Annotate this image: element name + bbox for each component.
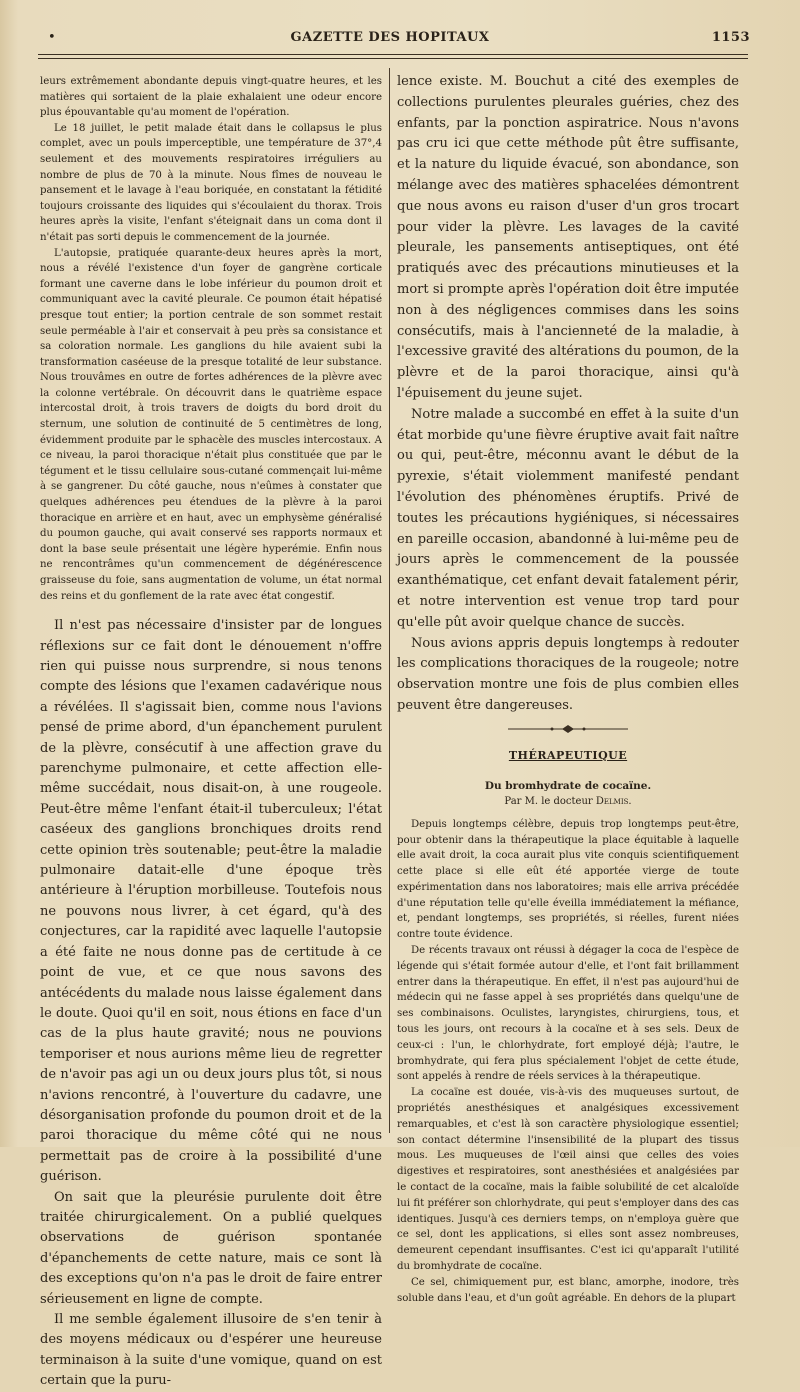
paragraph: Il me semble également illusoire de s'en tenir à des moyens médicaux ou d'espérer une heureuse terminaison à la suite d'une vomique, quand on est certain que la puru- xyxy=(40,1312,382,1389)
right-column xyxy=(397,72,739,1306)
paragraph: L'autopsie, pratiquée quarante-deux heures après la mort, nous a révélé l'existence d'un foyer de gangrène corticale formant une caverne dans le lobe inférieur du poumon droit et communiquant avec la cavité pleurale. Ce poumon était hépatisé presque tout entier; la portion centrale de son sommet restait seule perméable à l'air et conservait à peu près sa consistance et sa coloration normale. Les ganglions du hile avaient subi la transformation caséeuse de la presque totalité de leur substance. Nous trouvâmes en outre de fortes adhérences de la plèvre avec la colonne vertébrale. On découvrit dans le quatrième espace intercostal droit, à trois travers de doigts du bord droit du sternum, une solution de continuité de 5 centimètres de long, évidemment produite par le sphacèle des muscles intercostaux. A ce niveau, la paroi thoracique n'était plus constituée que par le tégument et le tissu cellulaire sous-cutané commençait lui-même à se gangrener. Du côté gauche, nous n'eûmes à constater que quelques adhérences peu étendues de la plèvre à la paroi thoracique en arrière et en haut, avec un emphysème généralisé du poumon gauche, qui avait conservé ses rapports normaux et dont la base seule présentait une légère hyperémie. Enfin nous ne rencontrâmes qu'un commencement de dégénérescence graisseuse du foie, sans augmentation de volume, un état normal des reins et du gonflement de la rate avec état congestif. xyxy=(40,247,382,602)
paragraph: Depuis longtemps célèbre, depuis trop longtemps peut-être, pour obtenir dans la thérapeutique la place équitable à laquelle elle avait droit, la coca aurait plus vite conquis scientifiquement cette place si elle eût été apportée vierge de toute expérimentation dans nos laboratoires; mais elle arriva précédée d'une réputation telle qu'elle éveilla immédiatement la méfiance, et, pendant longtemps, ses propriétés, si réelles, furent niées contre toute évidence. xyxy=(397,818,739,941)
paragraph: Notre malade a succombé en effet à la suite d'un état morbide qu'une fièvre éruptive avait fait naître ou qui, peut-être, méconnu avant le début de la pyrexie, s'était violemment manifesté pendant l'évolution des phénomènes éruptifs. Privé de toutes les précautions hygiéniques, si nécessaires en pareille occasion, abandonné à lui-même peu de jours après le commencement de la poussée exanthématique, cet enfant devait fatalement périr, et notre intervention est venue trop tard pour qu'elle pût avoir quelque chance de succès. xyxy=(397,406,739,630)
article-title: Du bromhydrate de cocaïne. xyxy=(484,779,652,792)
paragraph: Le 18 juillet, le petit malade était dans le collapsus le plus complet, avec un pouls imperceptible, une température de 37°,4 seulement et des mouvements respiratoires irréguliers au nombre de plus de 70 à la minute. Nous fîmes de nouveau le pansement et le lavage à l'eau boriquée, en constatant la fétidité toujours croissante des liquides qui s'écoulaient du thorax. Trois heures après la visite, l'enfant s'éteignait dans un coma dont il n'était pas sorti depuis le commencement de la journée. xyxy=(40,122,382,243)
paragraph: Ce sel, chimiquement pur, est blanc, amorphe, inodore, très soluble dans l'eau, et d'un goût agréable. En dehors de la plupart xyxy=(397,1276,739,1304)
left-column xyxy=(40,74,382,1392)
section-title: THÉRAPEUTIQUE xyxy=(508,748,628,762)
paragraph: Il n'est pas nécessaire d'insister par de longues réflexions sur ce fait dont le dénouement n'offre rien qui puisse nous surprendre, si nous tenons compte des lésions que l'examen cadavérique nous a révélées. Il s'agissait bien, comme nous l'avions pensé de prime abord, d'un épanchement purulent de la plèvre, consécutif à une affection grave du parenchyme pulmonaire, et cette affection elle-même succédait, nous disait-on, à une rougeole. Peut-être même l'enfant était-il tuberculeux; l'état caséeux des ganglions bronchiques droits rend cette opinion très soutenable; peut-être la maladie pulmonaire datait-elle d'une époque très antérieure à l'éruption morbilleuse. Toutefois nous ne pouvons nous livrer, à cet égard, qu'à des conjectures, car la rapidité avec laquelle l'autopsie a été faite ne nous donne pas de certitude à ce point de vue, et ce que nous savons des antécédents du malade nous laisse également dans le doute. Quoi qu'il en soit, nous étions en face d'un cas de la plus haute gravité; nous ne pouvions temporiser et nous aurions même lieu de regretter de n'avoir pas agi un ou deux jours plus tôt, si nous n'avions rencontré, à l'ouverture du cadavre, une désorganisation profonde du poumon droit et de la paroi thoracique du même côté qui ne nous permettait pas de croire à la possibilité d'une guérison. xyxy=(40,618,382,1185)
page-header xyxy=(30,30,750,50)
journal-title: GAZETTE DES HOPITAUX xyxy=(290,30,490,45)
paragraph: On sait que la pleurésie purulente doit être traitée chirurgicalement. On a publié quelques observations de guérison spontanée d'épanchements de cette nature, mais ce sont là des exceptions qu'on n'a pas le droit de faire entrer sérieusement en ligne de compte. xyxy=(40,1189,382,1307)
ornament-divider xyxy=(508,725,628,733)
header-rule xyxy=(38,54,748,55)
paragraph: De récents travaux ont réussi à dégager la coca de l'espèce de légende qui s'était formée autour d'elle, et l'ont fait brillamment entrer dans la thérapeutique. En effet, il n'est pas aujourd'hui de médecin qui ne fasse appel à ses propriétés dans quelqu'une de ses combinaisons. Oculistes, laryngistes, chirurgiens, tous, et tous les jours, ont recours à la cocaïne et à ses sels. Deux de ceux-ci : l'un, le chlorhydrate, fort employé déjà; l'autre, le bromhydrate, qui fera plus spécialement l'objet de cette étude, sont appelés à rendre de réels services à la thérapeutique. xyxy=(397,945,739,1083)
byline-prefix: Par M. le docteur xyxy=(504,795,593,807)
header-rule-thin xyxy=(38,58,748,59)
column-divider xyxy=(389,68,390,1133)
paragraph: leurs extrêmement abondante depuis vingt-quatre heures, et les matières qui sortaient de la plaie exhalaient une odeur encore plus épouvantable qu'au moment de l'opération. xyxy=(40,76,382,119)
author-name: Delmis. xyxy=(595,795,632,807)
paragraph: lence existe. M. Bouchut a cité des exemples de collections purulentes pleurales guéries, chez des enfants, par la ponction aspiratrice. Nous n'avons pas cru ici que cette méthode pût être suffisante, et la nature du liquide évacué, son abondance, son mélange avec des matières sphacelées démontrent que nous avons eu raison d'user d'un gros trocart pour vider la plèvre. Les lavages de la cavité pleurale, les pansements antiseptiques, ont été pratiqués avec des précautions minutieuses et la mort si prompte après l'opération doit être imputée non à des négligences commises dans les soins consécutifs, mais à l'ancienneté de la maladie, à l'excessive gravité des altérations du poumon, de la plèvre et de la paroi thoracique, ainsi qu'à l'épuisement du jeune sujet. xyxy=(397,74,739,401)
paragraph: La cocaïne est douée, vis-à-vis des muqueuses surtout, de propriétés anesthésiques et analgésiques excessivement remarquables, et c'est là son caractère physiologique essentiel; son contact détermine l'insensibilité de la plupart des tissus mous. Les muqueuses de l'œil ainsi que celles des voies digestives et respiratoires, sont anesthésiées et analgésiées par le contact de la cocaïne, mais la faible solubilité de cet alcaloïde lui fit préférer son chlorhydrate, qui peut s'employer dans des cas identiques. Jusqu'à ces derniers temps, on n'employa guère que ce sel, dont les applications, si elles sont assez nombreuses, demeurent cependant insuffisantes. C'est ici qu'apparaît l'utilité du bromhydrate de cocaïne. xyxy=(397,1087,739,1273)
byline xyxy=(397,796,739,807)
header-mark: • xyxy=(48,30,57,45)
paragraph: Nous avions appris depuis longtemps à redouter les complications thoraciques de la rougeole; notre observation montre une fois de plus combien elles peuvent être dangereuses. xyxy=(397,635,739,713)
page-number: 1153 xyxy=(711,30,750,45)
